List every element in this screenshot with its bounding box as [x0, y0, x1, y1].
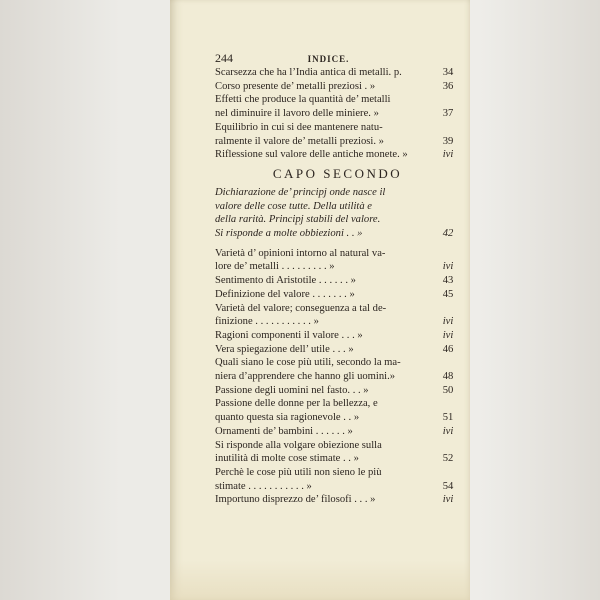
index-entry [215, 397, 460, 424]
index-entry [215, 329, 460, 343]
running-title: INDICE. [307, 54, 350, 64]
index-entry-line: Ragioni componenti il valore . . . » [215, 329, 363, 341]
index-entry-page: ivi [442, 494, 454, 506]
index-entry [215, 425, 460, 439]
index-entry-line: Effetti che produce la quantità de’ metalli [215, 94, 391, 106]
index-entry-page: 43 [442, 275, 454, 287]
index-entry-page: ivi [442, 261, 454, 273]
index-entry [215, 343, 460, 357]
index-entry-page: ivi [442, 425, 454, 437]
index-entry-page: 37 [442, 108, 454, 120]
index-entry [215, 288, 460, 302]
chapter-summary [215, 186, 460, 241]
index-entry-page: 45 [442, 288, 454, 300]
index-entry-line: stimate . . . . . . . . . . . » [215, 480, 312, 492]
index-entry-line: Riflessione sul valore delle antiche monete. » [215, 149, 408, 161]
index-entry-line: Passione delle donne per la bellezza, e [215, 398, 378, 410]
index-entry-page: 54 [442, 480, 454, 492]
index-entry-line: Si risponde alla volgare obiezione sulla [215, 439, 382, 451]
index-entry-page: 50 [442, 384, 454, 396]
index-entry [215, 93, 460, 120]
index-entry [215, 66, 460, 80]
index-entry-line: nel diminuire il lavoro delle miniere. » [215, 108, 379, 120]
index-entry-page: ivi [442, 316, 454, 328]
index-entry [215, 80, 460, 94]
index-entry-page: ivi [442, 149, 454, 161]
index-entry-line: lore de’ metalli . . . . . . . . . » [215, 261, 335, 273]
summary-line: valore delle cose tutte. Della utilità e [215, 200, 372, 212]
index-entry [215, 356, 460, 383]
index-entry [215, 493, 460, 507]
index-entries-top [215, 66, 460, 162]
index-entry-line: quanto questa sia ragionevole . . » [215, 412, 360, 424]
summary-line: Si risponde a molte obbiezioni . . » [215, 228, 363, 240]
chapter-title: CAPO SECONDO [272, 165, 403, 181]
index-entry-page: 52 [442, 453, 454, 465]
page-number: 244 [215, 51, 233, 65]
index-entry-page: 48 [442, 371, 454, 383]
index-entry-page: 34 [442, 67, 454, 78]
index-entry-line: Perchè le cose più utili non sieno le più [215, 466, 382, 478]
index-entry [215, 439, 460, 466]
page-header [215, 52, 460, 66]
index-entry [215, 148, 460, 162]
index-entry-line: Vera spiegazione dell’ utile . . . » [215, 343, 354, 355]
index-text [215, 52, 460, 507]
index-entry-line: Corso presente de’ metalli preziosi . » [215, 80, 376, 92]
index-entry-page: ivi [442, 329, 454, 341]
index-entry-line: Varietà del valore; conseguenza a tal de- [215, 302, 387, 314]
index-entry-page: 51 [442, 412, 454, 424]
index-entry [215, 302, 460, 329]
index-entry-line: finizione . . . . . . . . . . . » [215, 316, 319, 328]
index-entry-line: Definizione del valore . . . . . . . » [215, 288, 355, 300]
index-entry-line: Passione degli uomini nel fasto. . . » [215, 384, 369, 396]
index-entry-line: Sentimento di Aristotile . . . . . . » [215, 275, 356, 287]
index-entry-line: Varietà d’ opinioni intorno al natural va- [215, 247, 386, 259]
index-entry-line: niera d’apprendere che hanno gli uomini.» [215, 371, 396, 383]
index-entry-line: Quali siano le cose più utili, secondo la ma- [215, 357, 401, 369]
index-entry-line: Importuno disprezzo de’ filosofi . . . » [215, 494, 376, 506]
index-entry-line: Ornamenti de’ bambini . . . . . . » [215, 425, 353, 437]
index-entry-page: 46 [442, 343, 454, 355]
summary-page-number: 42 [442, 228, 454, 240]
index-entries-bottom [215, 247, 460, 507]
index-entry-line: Equilibrio in cui si dee mantenere natu- [215, 121, 383, 133]
summary-line: Dichiarazione de’ principj onde nasce il [215, 186, 386, 198]
index-entry [215, 274, 460, 288]
index-entry-page: 39 [442, 135, 454, 147]
index-entry [215, 384, 460, 398]
index-entry-line: Scarsezza che ha l’India antica di metalli. p. [215, 67, 402, 78]
index-entry [215, 247, 460, 274]
summary-line: della rarità. Principj stabili del valore. [215, 214, 381, 226]
index-entry [215, 121, 460, 148]
index-entry-line: inutilità di molte cose stimate . . » [215, 453, 359, 465]
index-entry-page: 36 [442, 80, 454, 92]
index-entry-line: ralmente il valore de’ metalli preziosi. » [215, 135, 384, 147]
index-entry [215, 466, 460, 493]
